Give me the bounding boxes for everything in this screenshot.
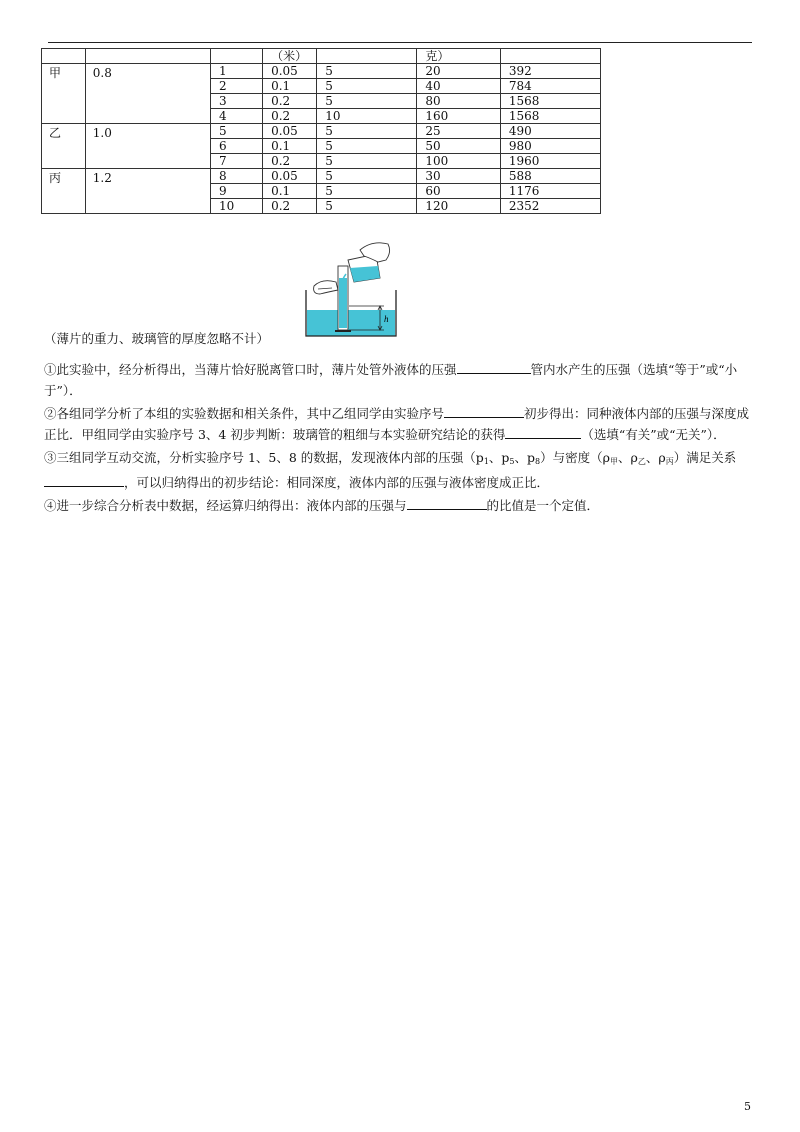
table-cell: 5 (317, 154, 417, 169)
table-cell: 5 (317, 94, 417, 109)
table-cell: 160 (417, 109, 500, 124)
table-cell: 100 (417, 154, 500, 169)
table-cell: 5 (317, 169, 417, 184)
table-cell: 3 (210, 94, 262, 109)
table-cell: 5 (317, 79, 417, 94)
table-cell: 490 (500, 124, 600, 139)
header-cell (210, 49, 262, 64)
experiment-figure (300, 238, 410, 338)
group-name-cell: 甲 (42, 64, 86, 124)
table-row (42, 64, 601, 79)
page-number: 5 (744, 1100, 751, 1113)
left-hand (314, 281, 338, 294)
table-cell: 5 (317, 199, 417, 214)
table-cell: 7 (210, 154, 262, 169)
data-table (41, 48, 601, 214)
answer-blank-4[interactable] (44, 474, 124, 487)
table-cell: 1 (210, 64, 262, 79)
table-row (42, 124, 601, 139)
table-row (42, 169, 601, 184)
table-cell: 9 (210, 184, 262, 199)
table-cell: 8 (210, 169, 262, 184)
table-cell: 0.2 (263, 199, 317, 214)
table-cell: 80 (417, 94, 500, 109)
header-cell: 克） (417, 49, 500, 64)
table-cell: 0.2 (263, 109, 317, 124)
answer-blank-1[interactable] (457, 361, 531, 374)
table-cell: 10 (210, 199, 262, 214)
group-name-cell: 丙 (42, 169, 86, 214)
group-density-cell: 1.2 (85, 169, 210, 214)
beaker-water (307, 310, 395, 336)
header-cell (317, 49, 417, 64)
table-cell: 5 (317, 184, 417, 199)
table-cell: 40 (417, 79, 500, 94)
group-density-cell: 0.8 (85, 64, 210, 124)
table-cell: 0.2 (263, 154, 317, 169)
answer-blank-2[interactable] (444, 405, 524, 418)
table-cell: 5 (210, 124, 262, 139)
table-cell: 392 (500, 64, 600, 79)
table-cell: 120 (417, 199, 500, 214)
table-cell: 0.05 (263, 124, 317, 139)
table-cell: 2352 (500, 199, 600, 214)
table-cell: 1176 (500, 184, 600, 199)
answer-blank-5[interactable] (407, 497, 487, 510)
header-cell (500, 49, 600, 64)
question-1: ①此实验中，经分析得出，当薄片恰好脱离管口时，薄片处管外液体的压强 管内水产生的压强（选填“等于”或“小于”）． (44, 362, 738, 398)
table-header-row (42, 49, 601, 64)
table-cell: 0.1 (263, 184, 317, 199)
table-cell: 588 (500, 169, 600, 184)
table-cell: 1568 (500, 109, 600, 124)
table-cell: 784 (500, 79, 600, 94)
table-cell: 25 (417, 124, 500, 139)
table-cell: 1960 (500, 154, 600, 169)
table-cell: 30 (417, 169, 500, 184)
table-cell: 0.1 (263, 139, 317, 154)
table-cell: 6 (210, 139, 262, 154)
table-cell: 5 (317, 139, 417, 154)
table-cell: 0.05 (263, 64, 317, 79)
question-list (44, 360, 759, 520)
header-cell (85, 49, 210, 64)
table-cell: 5 (317, 124, 417, 139)
table-cell: 0.1 (263, 79, 317, 94)
header-cell: （米） (263, 49, 317, 64)
table-cell: 10 (317, 109, 417, 124)
question-4: ④进一步综合分析表中数据，经运算归纳得出：液体内部的压强与 的比值是一个定值． (44, 498, 600, 513)
table-cell: 60 (417, 184, 500, 199)
group-density-cell: 1.0 (85, 124, 210, 169)
table-cell: 1568 (500, 94, 600, 109)
question-3: ③三组同学互动交流，分析实验序号 1、5、8 的数据，发现液体内部的压强（$p_1$、$p_5$、$p_8$）与密度（$\rho_甲$、$\rho_乙$、$\rho_丙$）满足关系，可以归纳得出的初步结论：相同深度，液体内部的压强与液体密度成正比． (44, 450, 737, 490)
thin-plate (335, 330, 351, 332)
tube-water (339, 278, 347, 328)
table-cell: 980 (500, 139, 600, 154)
table-cell: 5 (317, 64, 417, 79)
header-cell (42, 49, 86, 64)
table-cell: 50 (417, 139, 500, 154)
header-rule (48, 42, 752, 43)
table-cell: 2 (210, 79, 262, 94)
figure-note: （薄片的重力、玻璃管的厚度忽略不计） (44, 331, 270, 346)
group-name-cell: 乙 (42, 124, 86, 169)
table-cell: 4 (210, 109, 262, 124)
answer-blank-3[interactable] (505, 426, 581, 439)
table-cell: 0.05 (263, 169, 317, 184)
question-2: ②各组同学分析了本组的实验数据和相关条件，其中乙组同学由实验序号 初步得出：同种液体内部的压强与深度成正比．甲组同学由实验序号 3、4 初步判断：玻璃管的粗细与本实验研究结论的获得 （选填“有关”或“无关”）． (44, 406, 750, 442)
table-cell: 0.2 (263, 94, 317, 109)
depth-label: h (384, 314, 389, 324)
table-cell: 20 (417, 64, 500, 79)
